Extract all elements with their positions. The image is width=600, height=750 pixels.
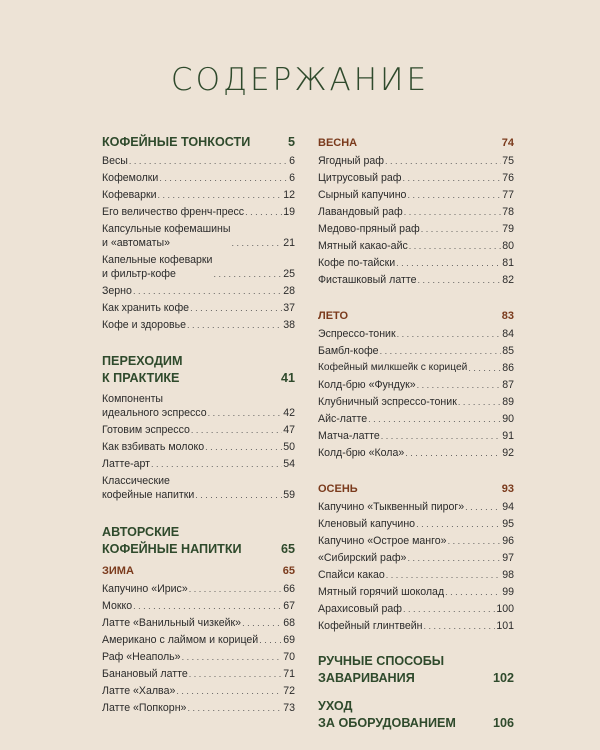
toc-entry[interactable]	[318, 497, 514, 514]
entry-page: 37	[283, 302, 295, 314]
leader-dots	[421, 222, 502, 236]
subsection-heading[interactable]	[102, 562, 295, 579]
toc-left-column	[102, 133, 295, 715]
leader-dots	[403, 602, 495, 616]
entry-page: 86	[502, 362, 514, 374]
leader-dots	[133, 599, 282, 613]
entry-title: Весы	[102, 155, 128, 167]
entry-title: Латте-арт	[102, 458, 151, 470]
entry-title: Кофейный глинтвейн	[318, 620, 423, 632]
entry-title: Спайси какао	[318, 569, 385, 581]
leader-dots	[386, 568, 501, 582]
entry-title: Кофемолки	[102, 172, 159, 184]
leader-dots	[159, 171, 288, 185]
entry-title: «Сибирский раф»	[318, 552, 407, 564]
toc-entry[interactable]	[318, 565, 514, 582]
entry-title: Кофе по-тайски	[318, 257, 396, 269]
entry-page: 68	[283, 617, 295, 629]
section-heading[interactable]	[102, 133, 295, 151]
section-title: УХОД ЗА ОБОРУДОВАНИЕМ	[318, 699, 456, 730]
toc-entry[interactable]	[318, 582, 514, 599]
entry-page: 73	[283, 702, 295, 714]
toc-entry[interactable]	[318, 202, 514, 219]
entry-page: 6	[289, 172, 295, 184]
toc-entry[interactable]	[102, 630, 295, 647]
entry-page: 101	[496, 620, 514, 632]
entry-page: 92	[502, 447, 514, 459]
section-entries	[102, 152, 295, 332]
entry-title: Мокко	[102, 600, 133, 612]
toc-right-column	[318, 133, 514, 732]
leader-dots	[409, 239, 501, 253]
leader-dots	[189, 582, 282, 596]
entry-page: 19	[283, 206, 295, 218]
subsection-page: 65	[282, 565, 295, 577]
entry-page: 79	[502, 223, 514, 235]
entry-title: Мятный горячий шоколад	[318, 586, 445, 598]
subsection-heading[interactable]	[318, 480, 514, 497]
entry-title: Капельные кофеварки и фильтр-кофе	[102, 254, 213, 280]
toc-entry[interactable]	[102, 185, 295, 202]
entry-page: 54	[283, 458, 295, 470]
entry-title: Капсульные кофемашины и «автоматы»	[102, 223, 231, 249]
entry-page: 76	[502, 172, 514, 184]
section-heading[interactable]	[318, 698, 514, 732]
entry-title: Американо с лаймом и корицей	[102, 634, 259, 646]
leader-dots	[151, 457, 282, 471]
leader-dots	[129, 154, 288, 168]
leader-dots	[424, 619, 496, 633]
section-heading[interactable]	[102, 524, 295, 558]
entry-title: Медово-пряный раф	[318, 223, 420, 235]
leader-dots	[213, 267, 282, 281]
entry-page: 25	[283, 268, 295, 280]
toc-entry[interactable]	[318, 270, 514, 287]
leader-dots	[405, 446, 501, 460]
toc-entry[interactable]	[102, 596, 295, 613]
entry-page: 72	[283, 685, 295, 697]
entry-page: 90	[502, 413, 514, 425]
leader-dots	[231, 236, 282, 250]
toc-entry[interactable]	[102, 281, 295, 298]
toc-entry[interactable]	[102, 250, 295, 281]
entry-title: Классические кофейные напитки	[102, 475, 195, 501]
toc-entry[interactable]	[318, 185, 514, 202]
section-heading[interactable]	[318, 653, 514, 687]
section-heading[interactable]	[102, 353, 295, 387]
entry-page: 75	[502, 155, 514, 167]
entry-title: Эспрессо-тоник	[318, 328, 396, 340]
section-page: 5	[287, 135, 295, 149]
entry-page: 91	[502, 430, 514, 442]
leader-dots	[158, 188, 283, 202]
entry-page: 6	[289, 155, 295, 167]
entry-page: 28	[283, 285, 295, 297]
entry-page: 80	[502, 240, 514, 252]
entry-page: 67	[283, 600, 295, 612]
entry-title: Латте «Попкорн»	[102, 702, 187, 714]
toc-entry[interactable]	[318, 616, 514, 633]
entry-title: Зерно	[102, 285, 132, 297]
toc-entry[interactable]	[102, 437, 295, 454]
section-title: АВТОРСКИЕ КОФЕЙНЫЕ НАПИТКИ	[102, 525, 242, 556]
entry-title: Кофе и здоровье	[102, 319, 186, 331]
entry-page: 69	[283, 634, 295, 646]
leader-dots	[259, 633, 282, 647]
entry-title: Компоненты идеального эспрессо	[102, 393, 207, 419]
entry-page: 87	[502, 379, 514, 391]
section-entries	[318, 324, 514, 460]
leader-dots	[465, 500, 501, 514]
subsection-title: ЛЕТО	[318, 310, 349, 322]
leader-dots	[445, 585, 501, 599]
toc-entry[interactable]	[102, 454, 295, 471]
entry-page: 70	[283, 651, 295, 663]
toc-entry[interactable]	[318, 548, 514, 565]
toc-entry[interactable]	[318, 514, 514, 531]
section-title: ПЕРЕХОДИМ К ПРАКТИКЕ	[102, 354, 183, 385]
toc-entry[interactable]	[102, 613, 295, 630]
entry-page: 96	[502, 535, 514, 547]
page-title: СОДЕРЖАНИЕ	[170, 62, 430, 98]
leader-dots	[407, 551, 501, 565]
entry-page: 81	[502, 257, 514, 269]
entry-title: Ягодный раф	[318, 155, 384, 167]
leader-dots	[468, 361, 501, 375]
leader-dots	[182, 650, 283, 664]
entry-title: Как взбивать молоко	[102, 441, 205, 453]
entry-page: 82	[502, 274, 514, 286]
subsection-page: 74	[501, 137, 514, 149]
leader-dots	[191, 423, 282, 437]
leader-dots	[385, 154, 501, 168]
section-entries	[102, 389, 295, 502]
section-entries	[102, 579, 295, 715]
leader-dots	[416, 517, 501, 531]
entry-title: Его величество френч-пресс	[102, 206, 245, 218]
toc-entry[interactable]	[318, 409, 514, 426]
toc-entry[interactable]	[102, 315, 295, 332]
leader-dots	[404, 205, 501, 219]
section-entries	[318, 497, 514, 633]
leader-dots	[205, 440, 282, 454]
entry-title: Лавандовый раф	[318, 206, 403, 218]
leader-dots	[189, 667, 282, 681]
entry-title: Арахисовый раф	[318, 603, 402, 615]
entry-page: 21	[283, 237, 295, 249]
toc-entry[interactable]	[318, 443, 514, 460]
subsection-heading[interactable]	[318, 133, 514, 151]
section-entries	[318, 151, 514, 287]
entry-title: Капучино «Тыквенный пирог»	[318, 501, 465, 513]
leader-dots	[397, 327, 502, 341]
toc-entry[interactable]	[102, 664, 295, 681]
toc-entry[interactable]	[102, 389, 295, 420]
entry-title: Кофейный милкшейк с корицей	[318, 362, 468, 373]
entry-title: Мятный какао-айс	[318, 240, 408, 252]
entry-page: 94	[502, 501, 514, 513]
entry-page: 50	[283, 441, 295, 453]
entry-title: Сырный капучино	[318, 189, 407, 201]
entry-title: Кленовый капучино	[318, 518, 416, 530]
section-title: РУЧНЫЕ СПОСОБЫ ЗАВАРИВАНИЯ	[318, 654, 445, 685]
leader-dots	[245, 205, 282, 219]
toc-entry[interactable]	[318, 599, 514, 616]
subsection-page: 93	[501, 483, 514, 495]
toc-entry[interactable]	[102, 698, 295, 715]
entry-page: 42	[283, 407, 295, 419]
section-page: 106	[492, 716, 514, 730]
leader-dots	[417, 378, 502, 392]
leader-dots	[417, 273, 501, 287]
toc-entry[interactable]	[318, 168, 514, 185]
toc-entry[interactable]	[318, 392, 514, 409]
toc-entry[interactable]	[102, 219, 295, 250]
entry-title: Колд-брю «Кола»	[318, 447, 405, 459]
subsection-title: ВЕСНА	[318, 137, 358, 149]
subsection-title: ЗИМА	[102, 565, 134, 577]
leader-dots	[187, 701, 282, 715]
toc-entry[interactable]	[318, 253, 514, 270]
entry-title: Кофеварки	[102, 189, 157, 201]
leader-dots	[407, 188, 501, 202]
toc-entry[interactable]	[102, 579, 295, 596]
leader-dots	[187, 318, 282, 332]
toc-entry[interactable]	[102, 298, 295, 315]
leader-dots	[396, 256, 501, 270]
leader-dots	[381, 429, 501, 443]
entry-title: Айс-латте	[318, 413, 368, 425]
entry-title: Банановый латте	[102, 668, 188, 680]
toc-entry[interactable]	[318, 531, 514, 548]
entry-title: Латте «Халва»	[102, 685, 176, 697]
entry-title: Капучино «Острое манго»	[318, 535, 447, 547]
toc-entry[interactable]	[102, 202, 295, 219]
toc-entry[interactable]	[102, 420, 295, 437]
entry-page: 71	[283, 668, 295, 680]
entry-title: Как хранить кофе	[102, 302, 190, 314]
entry-title: Фисташковый латте	[318, 274, 417, 286]
entry-page: 95	[502, 518, 514, 530]
entry-title: Матча-латте	[318, 430, 380, 442]
entry-title: Цитрусовый раф	[318, 172, 402, 184]
toc-entry[interactable]	[318, 219, 514, 236]
toc-entry[interactable]	[102, 471, 295, 502]
section-page: 65	[280, 542, 295, 556]
toc-entry[interactable]	[318, 426, 514, 443]
entry-page: 77	[502, 189, 514, 201]
entry-title: Бамбл-кофе	[318, 345, 379, 357]
toc-entry[interactable]	[318, 341, 514, 358]
section-page: 41	[280, 371, 295, 385]
leader-dots	[190, 301, 282, 315]
section-title: КОФЕЙНЫЕ ТОНКОСТИ	[102, 135, 251, 149]
entry-page: 59	[283, 489, 295, 501]
leader-dots	[176, 684, 282, 698]
entry-page: 84	[502, 328, 514, 340]
entry-page: 89	[502, 396, 514, 408]
toc-entry[interactable]	[318, 375, 514, 392]
entry-title: Раф «Неаполь»	[102, 651, 181, 663]
leader-dots	[458, 395, 501, 409]
leader-dots	[368, 412, 501, 426]
entry-page: 100	[496, 603, 514, 615]
toc-entry[interactable]	[318, 358, 514, 375]
leader-dots	[133, 284, 282, 298]
toc-entry[interactable]	[318, 151, 514, 168]
subsection-title: ОСЕНЬ	[318, 483, 358, 495]
entry-title: Клубничный эспрессо-тоник	[318, 396, 457, 408]
toc-entry[interactable]	[318, 236, 514, 253]
toc-entry[interactable]	[102, 681, 295, 698]
toc-entry[interactable]	[102, 168, 295, 185]
leader-dots	[208, 406, 283, 420]
entry-page: 99	[502, 586, 514, 598]
subsection-page: 83	[501, 310, 514, 322]
section-page: 102	[492, 671, 514, 685]
leader-dots	[195, 488, 282, 502]
entry-page: 98	[502, 569, 514, 581]
entry-page: 47	[283, 424, 295, 436]
leader-dots	[402, 171, 501, 185]
entry-title: Готовим эспрессо	[102, 424, 190, 436]
subsection-heading[interactable]	[318, 307, 514, 324]
toc-entry[interactable]	[102, 647, 295, 664]
entry-title: Капучино «Ирис»	[102, 583, 188, 595]
leader-dots	[448, 534, 502, 548]
entry-title: Колд-брю «Фундук»	[318, 379, 416, 391]
entry-title: Латте «Ванильный чизкейк»	[102, 617, 242, 629]
entry-page: 38	[283, 319, 295, 331]
entry-page: 12	[283, 189, 295, 201]
entry-page: 78	[502, 206, 514, 218]
leader-dots	[380, 344, 502, 358]
leader-dots	[242, 616, 282, 630]
entry-page: 66	[283, 583, 295, 595]
entry-page: 97	[502, 552, 514, 564]
toc-entry[interactable]	[318, 324, 514, 341]
entry-page: 85	[502, 345, 514, 357]
toc-entry[interactable]	[102, 152, 295, 168]
